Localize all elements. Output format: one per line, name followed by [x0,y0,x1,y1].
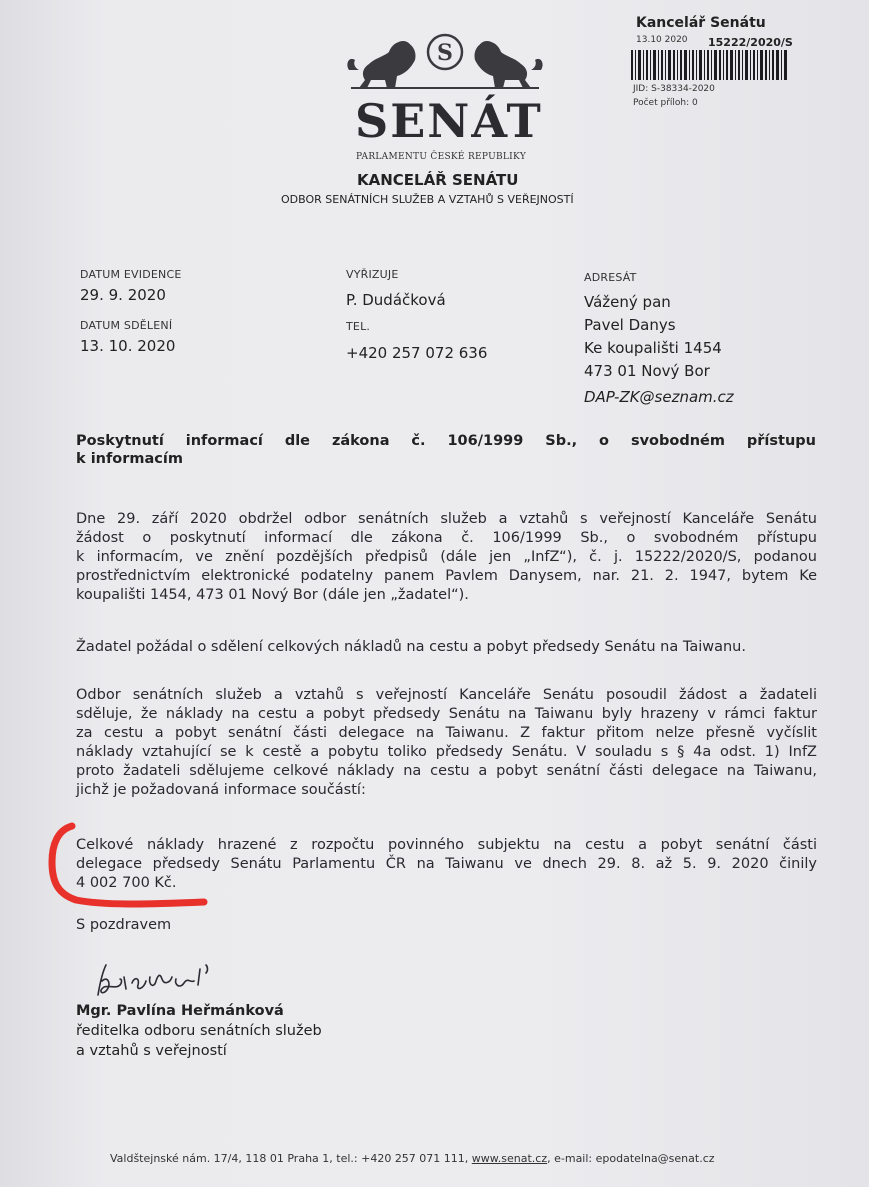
addressee-label: ADRESÁT [584,271,637,284]
stamp-reference: 15222/2020/S [708,36,793,49]
text-line: náklady vztahující se k cestě a pobytu toliko předsedy Senátu. V souladu s § 4a odst. 1) InfZ [76,744,817,760]
stamp-attachments-count: Počet příloh: 0 [633,98,698,108]
barcode-icon [631,50,787,80]
subject-line: k informacím [76,451,183,467]
addressee-email: DAP-ZK@seznam.cz [584,388,734,406]
department-title: ODBOR SENÁTNÍCH SLUŽEB A VZTAHŮ S VEŘEJNOSTÍ [281,193,574,206]
parliament-subtitle: PARLAMENTU ČESKÉ REPUBLIKY [356,152,527,162]
text-line: jichž je požadovaná informace součástí: [76,782,366,798]
paragraph-request-received [76,510,817,605]
text-line: Celkové náklady hrazené z rozpočtu povinného subjektu na cestu a pobyt senátní části [76,837,817,853]
text-line: za cestu a pobyt senátní části delegace na Taiwanu. Z faktur přitom nelze přesně vyčíslit [76,725,817,741]
text-line: žádost o poskytnutí informací dle zákona č. 106/1999 Sb., o svobodném přístupu [76,530,817,546]
text-line: Dne 29. září 2020 obdržel odbor senátních služeb a vztahů s veřejností Kanceláře Senátu [76,511,817,527]
subject-word: svobodném [630,433,725,449]
svg-text:S: S [437,40,453,66]
text-line: prostřednictvím elektronické podatelny panem Pavlem Danysem, nar. 21. 2. 1947, bytem Ke [76,568,817,584]
text-line: proto žadateli sdělujeme celkové náklady na cestu a pobyt senátní části delegace na Taiwanu, [76,763,817,779]
text-line: Odbor senátních služeb a vztahů s veřejností Kanceláře Senátu posoudil žádost a žadateli [76,687,817,703]
institution-wordmark: SENÁT [355,94,543,148]
signatory-name: Mgr. Pavlína Heřmánková [76,1003,284,1019]
handler-name: P. Dudáčková [346,291,446,309]
handler-label: VYŘIZUJE [346,268,399,281]
paragraph-total-costs [76,836,817,893]
stamp-date: 13.10 2020 [636,35,688,45]
text-line: Žadatel požádal o sdělení celkových nákladů na cestu a pobyt předsedy Senátu na Taiwanu. [76,639,746,655]
text-line: k informacím, ve znění pozdějších předpisů (dále jen „InfZ“), č. j. 15222/2020/S, podanou [76,549,817,565]
tel-value: +420 257 072 636 [346,344,488,362]
notice-date-value: 13. 10. 2020 [80,337,176,355]
addressee-line: Ke koupališti 1454 [584,339,722,357]
addressee-line: Pavel Danys [584,316,676,334]
senate-lions-emblem-icon [345,30,545,92]
closing-greeting: S pozdravem [76,917,172,933]
addressee-line: 473 01 Nový Bor [584,362,710,380]
subject-word: o [599,433,610,449]
subject-word: Poskytnutí [76,433,164,449]
subject-word: informací [185,433,263,449]
subject-word: Sb., [545,433,578,449]
subject-word: zákona [331,433,390,449]
footer-email: , e-mail: epodatelna@senat.cz [547,1152,715,1165]
text-line: koupališti 1454, 473 01 Nový Bor (dále jen „žadatel“). [76,587,469,603]
tel-label: TEL. [346,320,371,333]
evidence-date-value: 29. 9. 2020 [80,286,166,304]
text-line: 4 002 700 Kč. [76,875,177,891]
text-line: delegace předsedy Senátu Parlamentu ČR na Taiwanu ve dnech 29. 8. až 5. 9. 2020 činily [76,856,817,872]
letter-subject [76,432,816,468]
subject-line [76,432,816,450]
signatory-role: a vztahů s veřejností [76,1043,227,1059]
handwritten-signature-icon [94,955,224,1005]
subject-word: přístupu [746,433,816,449]
footer-website-link[interactable]: www.senat.cz [471,1152,548,1165]
notice-date-label: DATUM SDĚLENÍ [80,319,173,332]
stamp-jid: JID: S-38334-2020 [633,84,715,94]
stamp-title: Kancelář Senátu [636,15,766,31]
subject-word: dle [284,433,311,449]
text-line: sděluje, že náklady na cestu a pobyt předsedy Senátu na Taiwanu byly hrazeny v rámci faktur [76,706,817,722]
subject-word: 106/1999 [447,433,524,449]
evidence-date-label: DATUM EVIDENCE [80,268,182,281]
paragraph-request-content [76,638,817,657]
addressee-line: Vážený pan [584,293,671,311]
subject-word: č. [411,433,426,449]
paragraph-assessment [76,686,817,800]
signatory-role: ředitelka odboru senátních služeb [76,1023,322,1039]
footer-address: Valdštejnské nám. 17/4, 118 01 Praha 1, tel.: +420 257 071 111, [110,1152,472,1165]
footer-contact [110,1152,715,1165]
office-title: KANCELÁŘ SENÁTU [357,171,519,189]
